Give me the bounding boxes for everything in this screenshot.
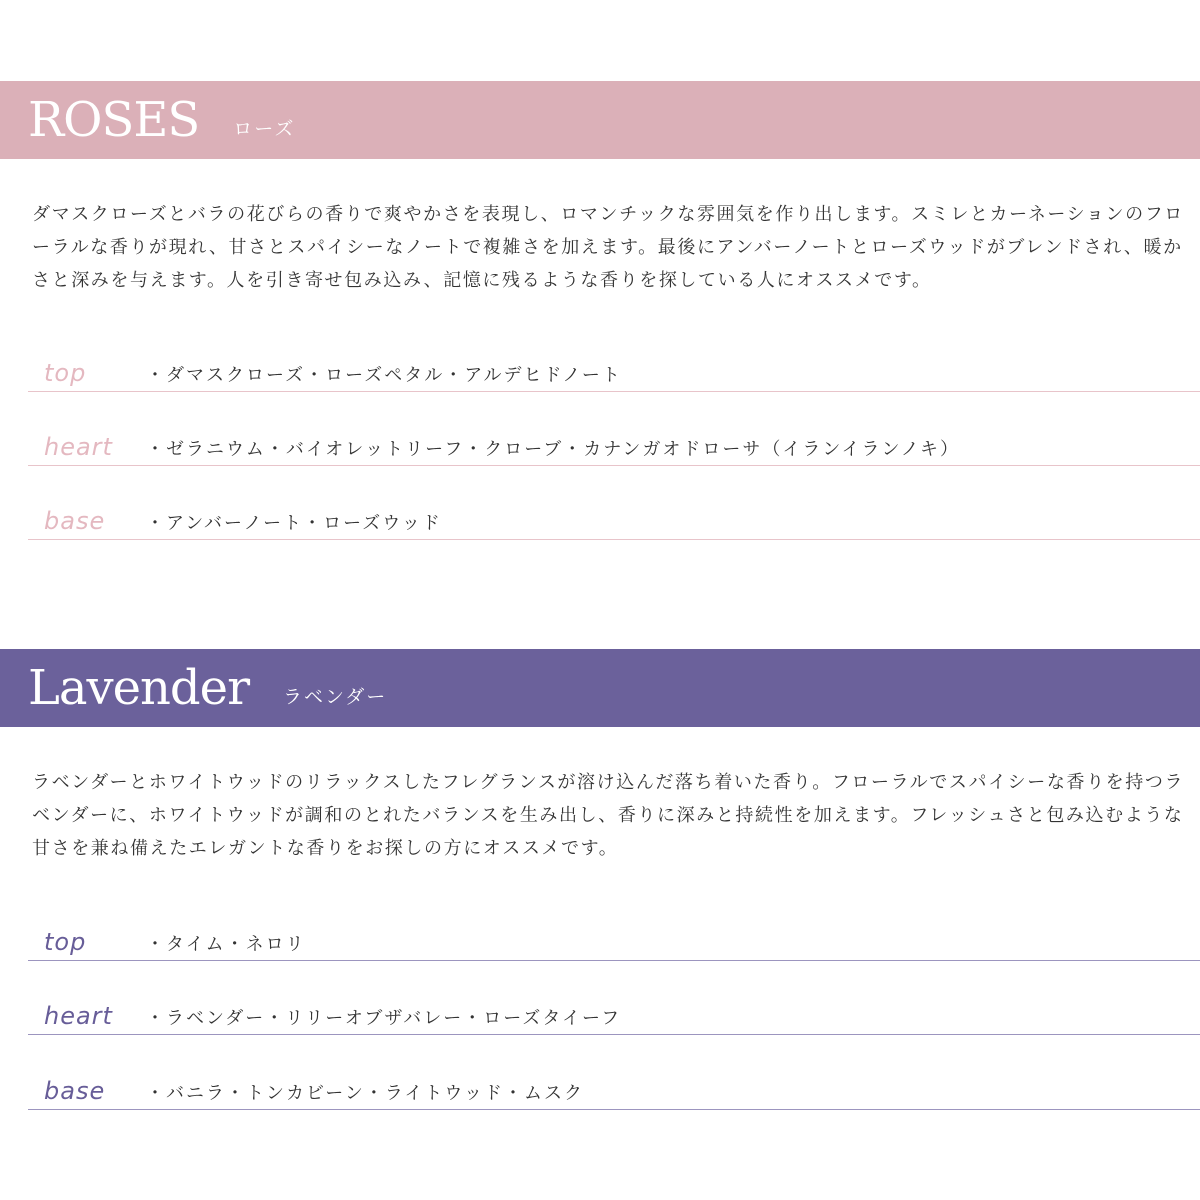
lavender-note-top-row: [28, 921, 1200, 961]
lavender-note-base-items: ・バニラ・トンカビーン・ライトウッド・ムスク: [146, 1083, 585, 1104]
lavender-note-heart-items: ・ラベンダー・リリーオブザバレー・ローズタイーフ: [146, 1008, 622, 1029]
lavender-note-top-label: top: [44, 928, 87, 956]
roses-note-base-items: ・アンバーノート・ローズウッド: [146, 513, 442, 534]
roses-note-heart-row: [28, 426, 1200, 466]
roses-note-heart-label: heart: [44, 433, 113, 461]
lavender-note-top-items: ・タイム・ネロリ: [146, 934, 306, 955]
lavender-subtitle: ラベンダー: [283, 685, 388, 708]
lavender-note-base-row: [28, 1070, 1200, 1110]
roses-note-top-items: ・ダマスクローズ・ローズペタル・アルデヒドノート: [146, 365, 622, 386]
roses-note-top-label: top: [44, 359, 87, 387]
roses-note-base-row: [28, 500, 1200, 540]
lavender-header-band: [0, 649, 1200, 727]
lavender-note-heart-row: [28, 995, 1200, 1035]
roses-subtitle: ローズ: [233, 117, 296, 140]
lavender-description: ラベンダーとホワイトウッドのリラックスしたフレグランスが溶け込んだ落ち着いた香り。フローラルでスパイシーな香りを持つラベンダーに、ホワイトウッドが調和のとれたバランスを生み出し、香りに深みと持続性を加えます。フレッシュさと包み込むような甘さを兼ね備えたエレガントな香りをお探しの方にオススメです。: [32, 772, 1185, 859]
lavender-note-base-label: base: [44, 1077, 106, 1105]
roses-title: ROSES: [28, 92, 200, 148]
lavender-note-heart-label: heart: [44, 1002, 113, 1030]
roses-note-heart-items: ・ゼラニウム・バイオレットリーフ・クローブ・カナンガオドローサ（イランイランノキ）: [146, 439, 961, 460]
roses-description: ダマスクローズとバラの花びらの香りで爽やかさを表現し、ロマンチックな雰囲気を作り出します。スミレとカーネーションのフローラルな香りが現れ、甘さとスパイシーなノートで複雑さを加えます。最後にアンバーノートとローズウッドがブレンドされ、暖かさと深みを与えます。人を引き寄せ包み込み、記憶に残るような香りを探している人にオススメです。: [32, 204, 1184, 291]
roses-header-band: [0, 81, 1200, 159]
lavender-title: Lavender: [28, 660, 250, 716]
roses-note-base-label: base: [44, 507, 106, 535]
roses-note-top-row: [28, 352, 1200, 392]
